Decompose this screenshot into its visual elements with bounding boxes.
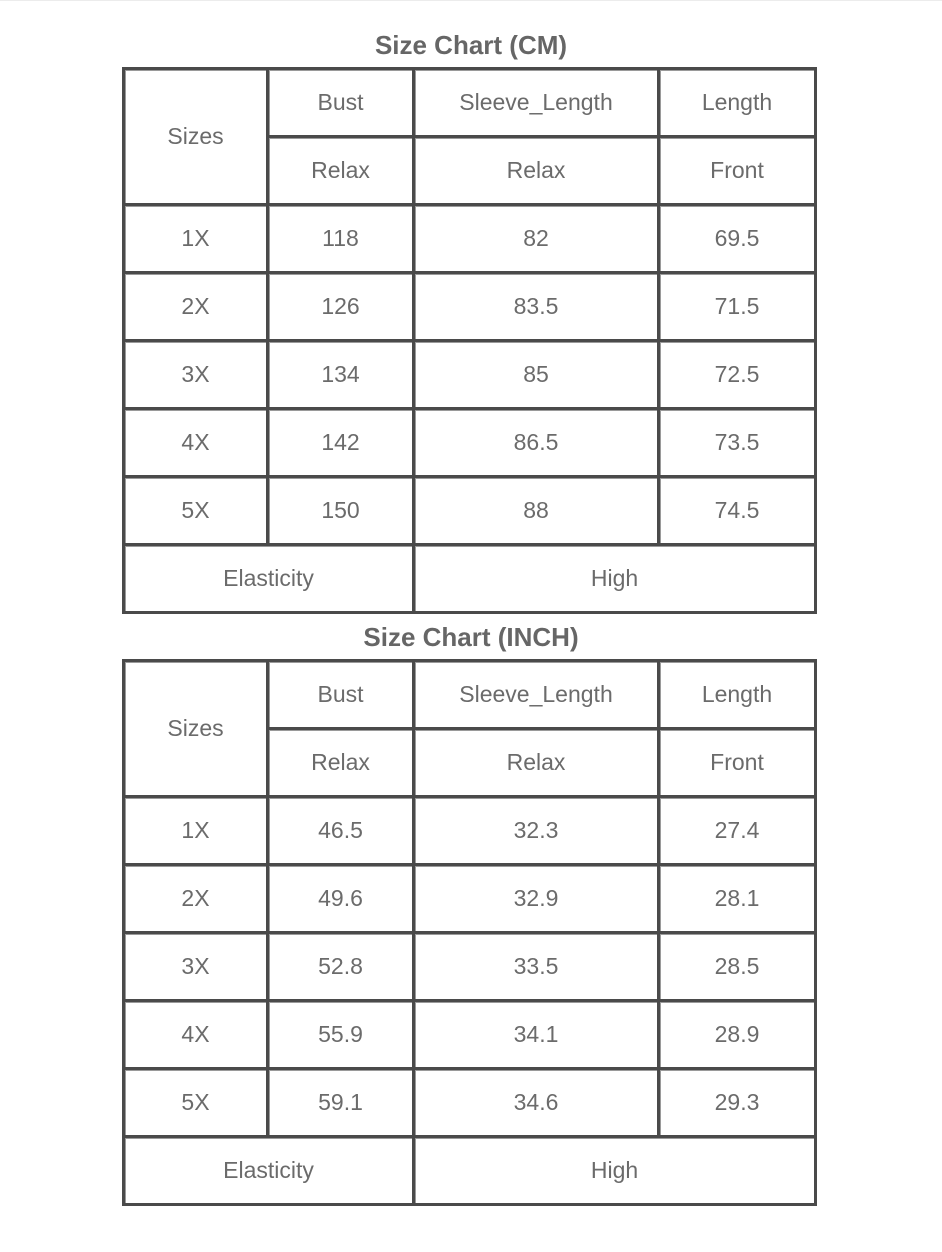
sleeve-cell: 85 (415, 342, 660, 410)
sizes-header: Sizes (125, 662, 269, 798)
bust-subheader: Relax (269, 138, 415, 206)
bust-cell: 150 (269, 478, 415, 546)
table-row (125, 342, 817, 410)
size-cell: 4X (125, 1002, 269, 1070)
bust-header: Bust (269, 70, 415, 138)
elasticity-row (125, 546, 817, 614)
bust-cell: 142 (269, 410, 415, 478)
length-cell: 72.5 (660, 342, 817, 410)
length-cell: 29.3 (660, 1070, 817, 1138)
length-subheader: Front (660, 138, 817, 206)
sleeve-cell: 34.6 (415, 1070, 660, 1138)
size-chart-cm-title: Size Chart (CM) (374, 30, 568, 60)
size-cell: 5X (125, 478, 269, 546)
sleeve-length-header: Sleeve_Length (415, 70, 660, 138)
bust-cell: 134 (269, 342, 415, 410)
size-chart-inch-table (122, 659, 817, 1206)
sleeve-cell: 34.1 (415, 1002, 660, 1070)
sleeve-cell: 32.9 (415, 866, 660, 934)
table-row (125, 866, 817, 934)
sleeve-length-header: Sleeve_Length (415, 662, 660, 730)
sleeve-cell: 33.5 (415, 934, 660, 1002)
table-row (125, 1002, 817, 1070)
size-chart-cm-table (122, 67, 817, 614)
bust-cell: 49.6 (269, 866, 415, 934)
table-row (125, 206, 817, 274)
bust-cell: 55.9 (269, 1002, 415, 1070)
length-subheader: Front (660, 730, 817, 798)
bust-cell: 46.5 (269, 798, 415, 866)
size-cell: 2X (125, 274, 269, 342)
bust-cell: 52.8 (269, 934, 415, 1002)
bust-cell: 59.1 (269, 1070, 415, 1138)
size-cell: 5X (125, 1070, 269, 1138)
length-cell: 71.5 (660, 274, 817, 342)
sleeve-subheader: Relax (415, 730, 660, 798)
sleeve-cell: 83.5 (415, 274, 660, 342)
table-row (125, 934, 817, 1002)
table-row (125, 410, 817, 478)
sleeve-cell: 88 (415, 478, 660, 546)
length-cell: 28.1 (660, 866, 817, 934)
elasticity-row (125, 1138, 817, 1206)
length-cell: 27.4 (660, 798, 817, 866)
header-row (125, 70, 817, 138)
size-cell: 3X (125, 934, 269, 1002)
size-cell: 1X (125, 206, 269, 274)
sleeve-cell: 32.3 (415, 798, 660, 866)
sleeve-cell: 86.5 (415, 410, 660, 478)
bust-cell: 118 (269, 206, 415, 274)
bust-subheader: Relax (269, 730, 415, 798)
table-row (125, 798, 817, 866)
header-row (125, 662, 817, 730)
sizes-header: Sizes (125, 70, 269, 206)
elasticity-label: Elasticity (125, 1138, 415, 1206)
length-cell: 69.5 (660, 206, 817, 274)
length-header: Length (660, 70, 817, 138)
length-header: Length (660, 662, 817, 730)
elasticity-value: High (415, 1138, 817, 1206)
length-cell: 28.5 (660, 934, 817, 1002)
size-cell: 3X (125, 342, 269, 410)
bust-cell: 126 (269, 274, 415, 342)
sleeve-cell: 82 (415, 206, 660, 274)
table-row (125, 1070, 817, 1138)
bust-header: Bust (269, 662, 415, 730)
sleeve-subheader: Relax (415, 138, 660, 206)
size-chart-inch-title: Size Chart (INCH) (363, 622, 579, 652)
elasticity-value: High (415, 546, 817, 614)
length-cell: 73.5 (660, 410, 817, 478)
size-cell: 1X (125, 798, 269, 866)
table-row (125, 274, 817, 342)
top-divider (0, 0, 942, 1)
length-cell: 74.5 (660, 478, 817, 546)
elasticity-label: Elasticity (125, 546, 415, 614)
table-row (125, 478, 817, 546)
size-cell: 2X (125, 866, 269, 934)
length-cell: 28.9 (660, 1002, 817, 1070)
size-cell: 4X (125, 410, 269, 478)
